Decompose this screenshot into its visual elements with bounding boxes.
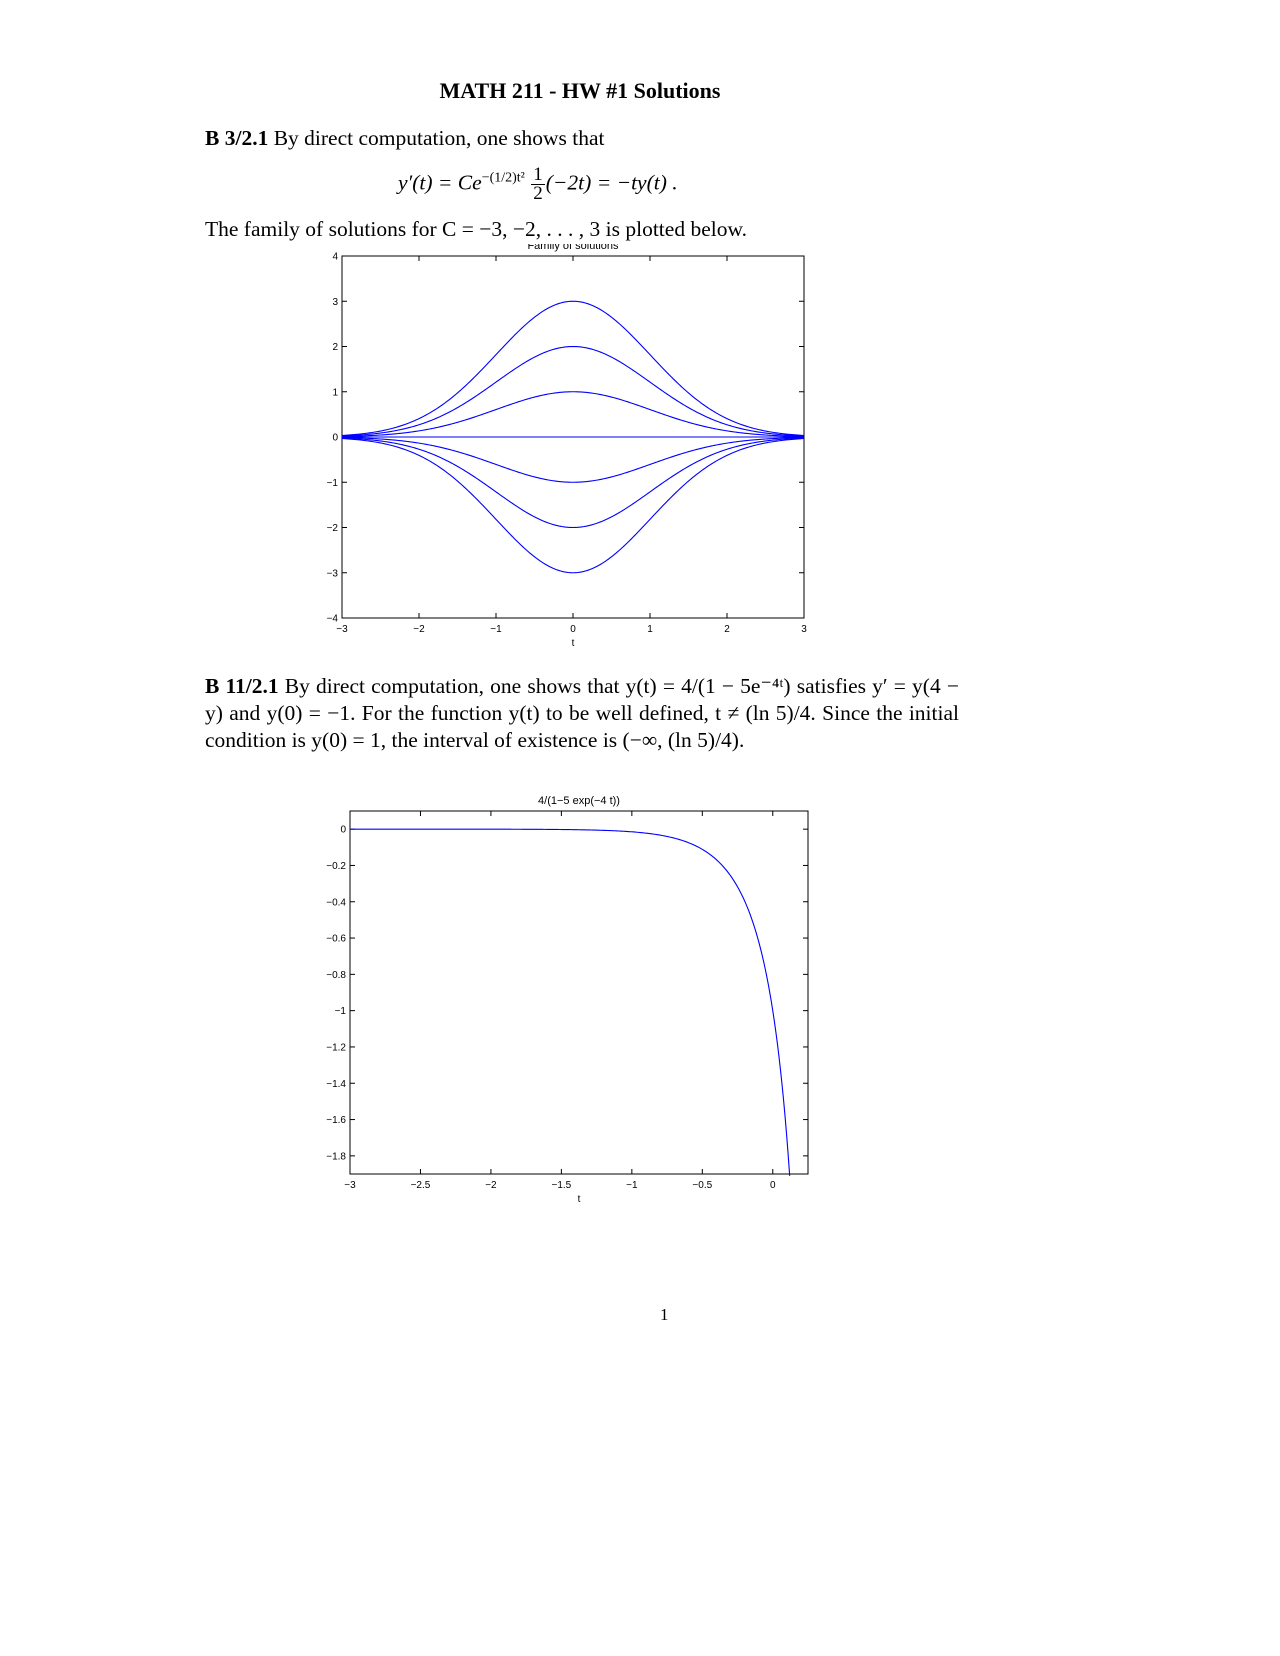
chart-title: Family of solutions xyxy=(527,244,619,252)
chart-title: 4/(1−5 exp(−4 t)) xyxy=(538,795,620,807)
equation-rhs: (−2t) = −ty(t) . xyxy=(545,170,678,195)
y-tick-label: −1 xyxy=(326,477,338,489)
y-tick-label: −2 xyxy=(326,523,338,534)
chart-1-svg xyxy=(320,244,820,664)
y-tick-label: −3 xyxy=(326,568,338,580)
y-tick-label: −4 xyxy=(326,613,338,625)
series-line xyxy=(350,829,790,1176)
y-tick-label: −1.4 xyxy=(326,1078,346,1090)
y-tick-label: 2 xyxy=(332,342,338,353)
problem-11-label: B 11/2.1 xyxy=(205,674,279,698)
equation-fraction xyxy=(531,166,545,203)
page-title: MATH 211 - HW #1 Solutions xyxy=(439,78,721,103)
y-tick-label: −1.8 xyxy=(326,1151,346,1163)
series-line xyxy=(342,439,804,573)
x-tick-label: −1 xyxy=(626,1180,638,1191)
x-tick-label: 3 xyxy=(801,624,807,635)
y-tick-label: −0.2 xyxy=(326,860,346,872)
x-tick-label: 1 xyxy=(647,624,653,635)
y-tick-label: −0.8 xyxy=(326,969,346,981)
series-line xyxy=(342,301,804,435)
y-tick-label: −1.6 xyxy=(326,1115,346,1127)
y-tick-label: 0 xyxy=(340,824,346,836)
series-line xyxy=(342,438,804,483)
y-tick-label: 1 xyxy=(332,387,338,399)
x-tick-label: 0 xyxy=(570,624,576,635)
x-tick-label: −2 xyxy=(413,624,425,635)
equation-derivative xyxy=(398,166,678,203)
chart-family-of-solutions xyxy=(320,244,820,668)
x-tick-label: −1.5 xyxy=(551,1180,572,1191)
fraction-numerator: 1 xyxy=(533,164,543,185)
x-tick-label: −3 xyxy=(344,1180,356,1191)
x-tick-label: −3 xyxy=(336,624,348,635)
equation-lhs: y′(t) = Ce xyxy=(398,170,482,195)
x-tick-label: −1 xyxy=(490,624,502,635)
problem-3-text: By direct computation, one shows that xyxy=(268,126,605,150)
chart-2-svg xyxy=(320,785,820,1205)
y-tick-label: −1 xyxy=(334,1006,346,1018)
problem-3-intro xyxy=(205,125,959,152)
x-tick-label: 0 xyxy=(769,1180,776,1191)
x-tick-label: −0.5 xyxy=(692,1180,713,1191)
plot-frame xyxy=(350,811,808,1174)
y-tick-label: −0.6 xyxy=(326,933,346,945)
page-number: 1 xyxy=(660,1305,669,1324)
problem-11-paragraph xyxy=(205,673,959,754)
equation-exponent: −(1/2)t² xyxy=(481,170,525,186)
y-tick-label: −0.4 xyxy=(326,897,346,909)
x-tick-label: 2 xyxy=(724,624,730,635)
chart-logistic-solution xyxy=(320,785,820,1209)
fraction-denominator: 2 xyxy=(533,183,543,204)
y-tick-label: 4 xyxy=(332,251,338,263)
x-tick-label: −2 xyxy=(485,1180,497,1191)
problem-3-label: B 3/2.1 xyxy=(205,126,269,150)
x-axis-label: t xyxy=(571,638,575,649)
family-sentence: The family of solutions for C = −3, −2, . . . , 3 is plotted below. xyxy=(205,217,747,241)
y-tick-label: −1.2 xyxy=(326,1042,346,1054)
series-line xyxy=(342,392,804,437)
y-tick-label: 3 xyxy=(332,296,338,308)
x-tick-label: −2.5 xyxy=(410,1180,431,1191)
x-axis-label: t xyxy=(577,1194,581,1205)
y-tick-label: 0 xyxy=(332,432,338,444)
problem-11-text: By direct computation, one shows that y(t) = 4/(1 − 5e⁻⁴ᵗ) satisfies y′ = y(4 − y) and y(0) = −1. For the function y(t) to be well defined, t ≠ (ln 5)/4. Since the initial condition is y(0) = 1, the interval of existence is (−∞, (ln 5)/4). xyxy=(205,674,959,752)
